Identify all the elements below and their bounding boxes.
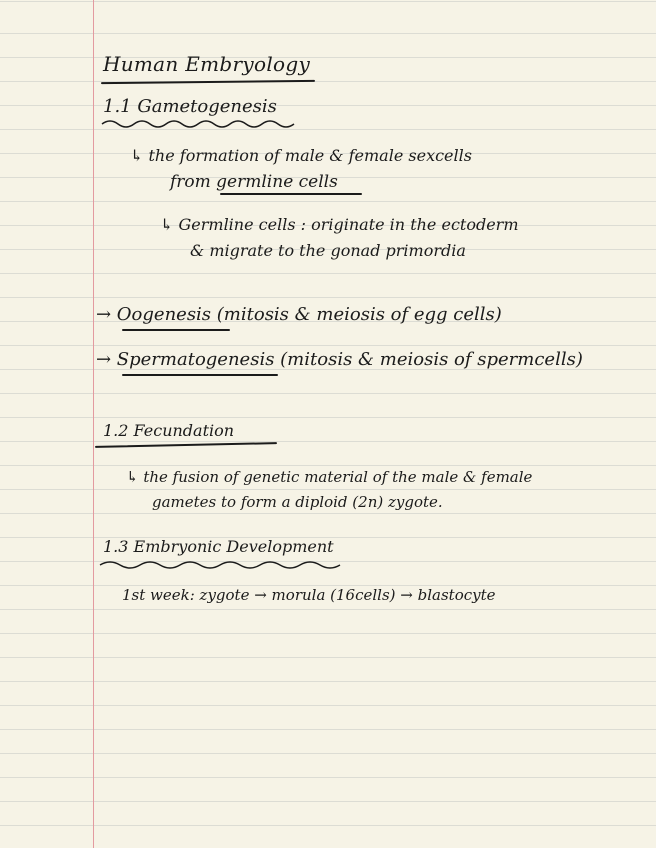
heading-squiggle-underline	[100, 117, 300, 131]
germline-underline	[220, 193, 362, 195]
note-line-germline-origin: ↳ Germline cells : originate in the ectoderm	[160, 215, 519, 234]
embryonic-squiggle-underline	[98, 557, 348, 571]
margin-line	[93, 0, 94, 848]
note-line-germline: from germline cells	[170, 172, 338, 192]
note-line-spermatogenesis: → Spermatogenesis (mitosis & meiosis of spermcells)	[96, 349, 583, 370]
section-heading-embryonic-development: 1.3 Embryonic Development	[103, 537, 334, 556]
note-line-fusion: ↳ the fusion of genetic material of the male & female	[126, 468, 533, 486]
page-title: Human Embryology	[103, 52, 311, 76]
note-line-migrate: & migrate to the gonad primordia	[190, 241, 466, 260]
section-heading-fecundation: 1.2 Fecundation	[103, 421, 235, 440]
spermatogenesis-underline	[122, 374, 278, 376]
note-line-gametes: gametes to form a diploid (2n) zygote.	[152, 493, 443, 511]
note-line-oogenesis: → Oogenesis (mitosis & meiosis of egg cells)	[96, 304, 502, 325]
section-heading-gametogenesis: 1.1 Gametogenesis	[103, 96, 277, 117]
note-line-formation: ↳ the formation of male & female sexcells	[130, 146, 472, 165]
oogenesis-underline	[122, 329, 230, 331]
note-line-first-week: 1st week: zygote → morula (16cells) → blastocyte	[122, 586, 496, 604]
